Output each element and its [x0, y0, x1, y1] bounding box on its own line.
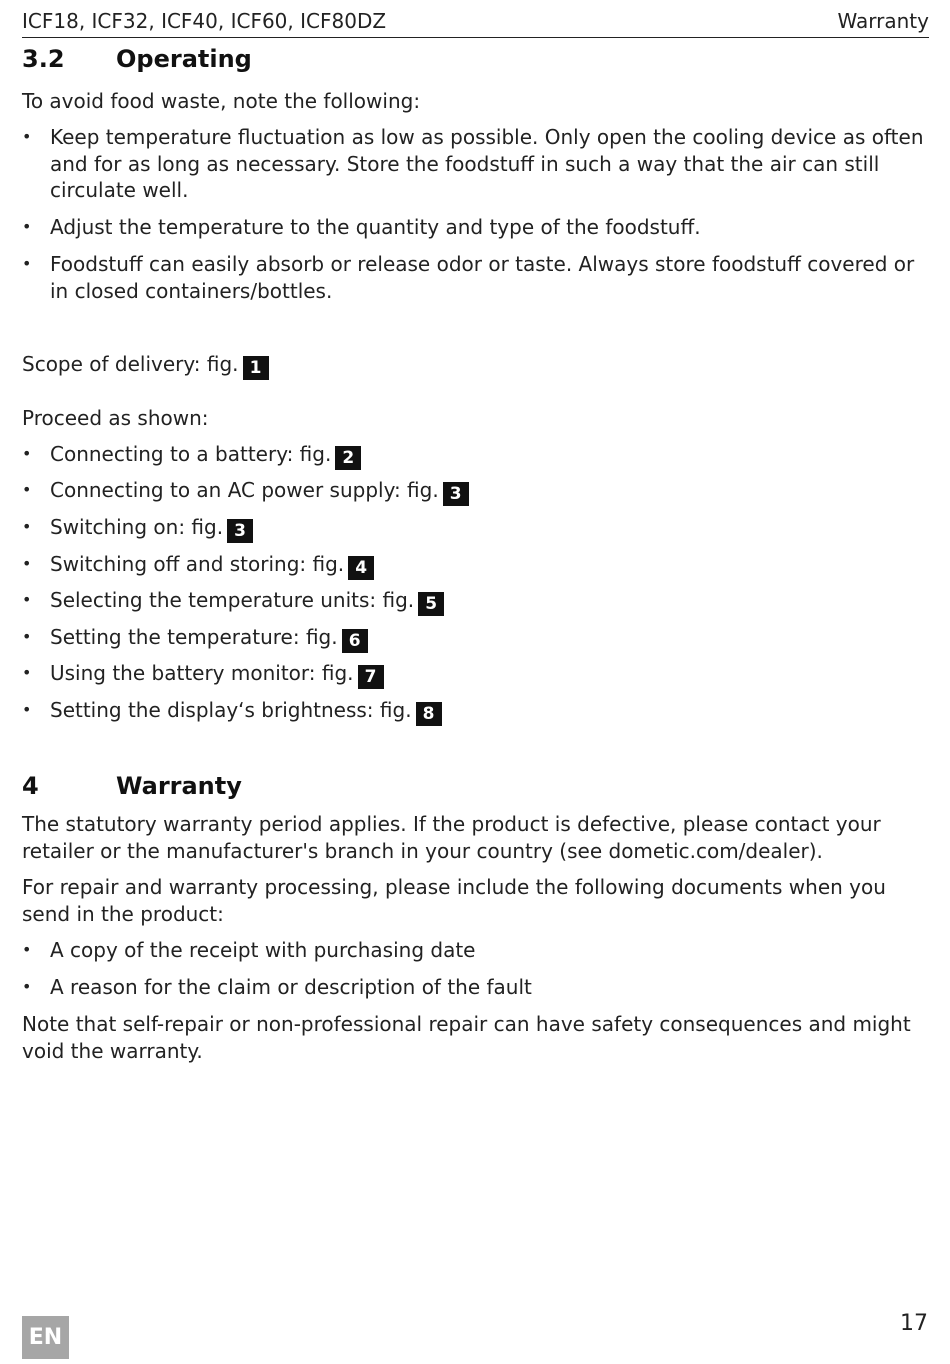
- proceed-intro: Proceed as shown:: [22, 406, 209, 430]
- step-text: Connecting to a battery: fig.: [50, 442, 332, 466]
- step-text: Switching on: fig.: [50, 515, 224, 539]
- list-item: [22, 214, 927, 241]
- list-item: [22, 124, 927, 204]
- warranty-paragraph-3: Note that self-repair or non-professional repair can have safety consequences and might void the warranty.: [22, 1012, 911, 1063]
- list-item: [22, 477, 927, 506]
- heading-number: 4: [22, 772, 39, 800]
- heading-warranty: [22, 771, 242, 801]
- bullet-icon: •: [22, 554, 32, 573]
- bullet-icon: •: [22, 700, 32, 719]
- bullet-icon: •: [22, 127, 32, 146]
- page-header: [22, 8, 929, 38]
- warranty-paragraph-1: The statutory warranty period applies. If the product is defective, please contact your retailer or the manufacturer's branch in your country (see dometic.com/dealer).: [22, 812, 881, 863]
- figure-reference-badge: 1: [243, 356, 269, 380]
- bullet-icon: •: [22, 217, 32, 236]
- list-item-text: A reason for the claim or description of the fault: [50, 975, 532, 999]
- warranty-paragraph-2: For repair and warranty processing, please include the following documents when you send in the product:: [22, 875, 886, 926]
- scope-of-delivery: [22, 351, 927, 380]
- header-product-models: ICF18, ICF32, ICF40, ICF60, ICF80DZ: [22, 9, 387, 33]
- bullet-icon: •: [22, 480, 32, 499]
- list-item: [22, 624, 927, 653]
- header-section-title: Warranty: [837, 9, 929, 33]
- step-text: Using the battery monitor: fig.: [50, 661, 354, 685]
- list-item: [22, 937, 927, 964]
- heading-title: Operating: [116, 45, 252, 73]
- list-item: [22, 587, 927, 616]
- list-item-text: Keep temperature fluctuation as low as possible. Only open the cooling device as often and for as long as necessary. Store the foodstuff in such a way that the air can still circulate well.: [50, 125, 924, 202]
- bullet-icon: •: [22, 977, 32, 996]
- bullet-icon: •: [22, 254, 32, 273]
- bullet-icon: •: [22, 663, 32, 682]
- list-item: [22, 974, 927, 1001]
- figure-reference-badge: 4: [348, 556, 374, 580]
- step-text: Connecting to an AC power supply: fig.: [50, 478, 439, 502]
- page-number: 17: [900, 1311, 928, 1336]
- step-text: Setting the temperature: fig.: [50, 625, 338, 649]
- heading-operating: [22, 44, 252, 74]
- list-item: [22, 441, 927, 470]
- scope-text: Scope of delivery: fig.: [22, 352, 239, 376]
- bullet-icon: •: [22, 590, 32, 609]
- bullet-icon: •: [22, 444, 32, 463]
- figure-reference-badge: 3: [227, 519, 253, 543]
- figure-reference-badge: 3: [443, 482, 469, 506]
- list-item-text: Foodstuff can easily absorb or release odor or taste. Always store foodstuff covered or in closed containers/bottles.: [50, 252, 915, 303]
- figure-reference-badge: 8: [416, 702, 442, 726]
- bullet-icon: •: [22, 517, 32, 536]
- list-item: [22, 514, 927, 543]
- figure-reference-badge: 6: [342, 629, 368, 653]
- list-item: [22, 660, 927, 689]
- figure-reference-badge: 2: [335, 446, 361, 470]
- heading-title: Warranty: [116, 772, 242, 800]
- language-badge: EN: [22, 1316, 69, 1359]
- heading-number: 3.2: [22, 45, 65, 73]
- figure-reference-badge: 7: [358, 665, 384, 689]
- list-item: [22, 551, 927, 580]
- list-item: [22, 251, 927, 304]
- step-text: Setting the display‘s brightness: fig.: [50, 698, 412, 722]
- operating-intro: To avoid food waste, note the following:: [22, 89, 421, 113]
- bullet-icon: •: [22, 627, 32, 646]
- step-text: Selecting the temperature units: fig.: [50, 588, 415, 612]
- list-item: [22, 697, 927, 726]
- step-text: Switching off and storing: fig.: [50, 552, 345, 576]
- figure-reference-badge: 5: [418, 592, 444, 616]
- list-item-text: A copy of the receipt with purchasing date: [50, 938, 476, 962]
- list-item-text: Adjust the temperature to the quantity and type of the foodstuff.: [50, 215, 701, 239]
- bullet-icon: •: [22, 940, 32, 959]
